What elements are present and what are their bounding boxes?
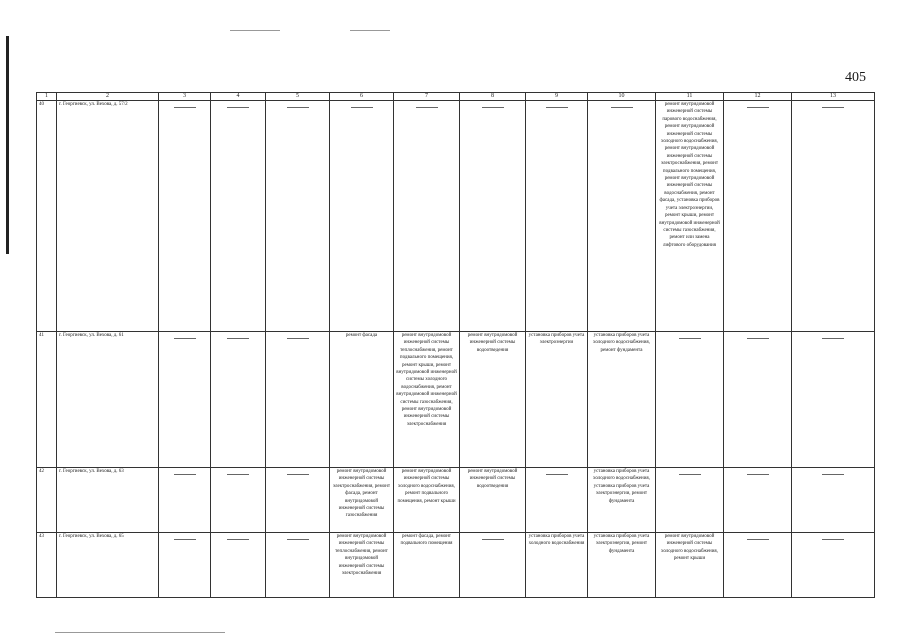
empty-cell bbox=[792, 101, 875, 332]
column-header: 6 bbox=[330, 93, 394, 101]
empty-cell bbox=[211, 332, 266, 468]
table-row bbox=[37, 332, 875, 468]
dash-mark bbox=[822, 338, 844, 339]
empty-cell bbox=[211, 533, 266, 598]
scan-artifact bbox=[55, 632, 225, 633]
empty-cell bbox=[656, 468, 724, 533]
empty-cell bbox=[724, 468, 792, 533]
dash-mark bbox=[351, 107, 373, 108]
work-description-cell: ремонт внутридомовой инженерной системы водоотведения bbox=[460, 468, 526, 533]
row-number: 40 bbox=[37, 101, 57, 332]
page-number: 405 bbox=[845, 70, 866, 85]
column-header: 10 bbox=[588, 93, 656, 101]
empty-cell bbox=[266, 332, 330, 468]
empty-cell bbox=[211, 101, 266, 332]
column-header: 8 bbox=[460, 93, 526, 101]
empty-cell bbox=[394, 101, 460, 332]
dash-mark bbox=[822, 539, 844, 540]
dash-mark bbox=[482, 539, 504, 540]
empty-cell bbox=[792, 533, 875, 598]
work-description-cell: установка приборов учета холодного водоснабжения, ремонт фундамента bbox=[588, 332, 656, 468]
table-row bbox=[37, 101, 875, 332]
column-header: 7 bbox=[394, 93, 460, 101]
address-cell: г. Георгиевск, ул. Вехова, д. 61 bbox=[57, 332, 159, 468]
column-header: 12 bbox=[724, 93, 792, 101]
work-description-cell: ремонт фасада bbox=[330, 332, 394, 468]
dash-mark bbox=[679, 474, 701, 475]
empty-cell bbox=[159, 332, 211, 468]
work-description-cell: ремонт внутридомовой инженерной системы холодного водоснабжения, ремонт подвального помещения, ремонт крыши bbox=[394, 468, 460, 533]
column-header: 2 bbox=[57, 93, 159, 101]
dash-mark bbox=[747, 107, 769, 108]
dash-mark bbox=[227, 539, 249, 540]
row-number: 41 bbox=[37, 332, 57, 468]
empty-cell bbox=[724, 101, 792, 332]
empty-cell bbox=[266, 101, 330, 332]
column-header: 11 bbox=[656, 93, 724, 101]
empty-cell bbox=[526, 468, 588, 533]
scan-edge-mark bbox=[6, 36, 9, 254]
column-header: 5 bbox=[266, 93, 330, 101]
dash-mark bbox=[287, 338, 309, 339]
empty-cell bbox=[211, 468, 266, 533]
row-number: 43 bbox=[37, 533, 57, 598]
dash-mark bbox=[227, 107, 249, 108]
work-description-cell: установка приборов учета электроэнергии, ремонт фундамента bbox=[588, 533, 656, 598]
work-description-cell: установка приборов учета холодного водоснабжения bbox=[526, 533, 588, 598]
dash-mark bbox=[227, 474, 249, 475]
work-description-cell: ремонт внутридомовой инженерной системы теплоснабжения, ремонт подвального помещения, ремонт крыши, ремонт внутридомовой инженерной системы холодного водоснабжения, ремонт внутридомовой инженерной системы газоснабжения, ремонт внутридомовой инженерной системы электроснабжения bbox=[394, 332, 460, 468]
dash-mark bbox=[174, 539, 196, 540]
work-description-cell: установка приборов учета холодного водоснабжения, установка приборов учета электроэнергии, ремонт фундамента bbox=[588, 468, 656, 533]
work-description-cell: ремонт внутридомовой инженерной системы водоотведения bbox=[460, 332, 526, 468]
empty-cell bbox=[724, 332, 792, 468]
dash-mark bbox=[822, 474, 844, 475]
empty-cell bbox=[266, 533, 330, 598]
address-cell: г. Георгиевск, ул. Вехова, д. 57/2 bbox=[57, 101, 159, 332]
works-table bbox=[36, 92, 875, 598]
empty-cell bbox=[159, 468, 211, 533]
column-header: 1 bbox=[37, 93, 57, 101]
empty-cell bbox=[159, 101, 211, 332]
dash-mark bbox=[287, 474, 309, 475]
dash-mark bbox=[287, 107, 309, 108]
empty-cell bbox=[656, 332, 724, 468]
dash-mark bbox=[416, 107, 438, 108]
dash-mark bbox=[747, 338, 769, 339]
dash-mark bbox=[747, 474, 769, 475]
column-header: 9 bbox=[526, 93, 588, 101]
work-description-cell: ремонт внутридомовой инженерной системы электроснабжения, ремонт фасада, ремонт внутридомовой инженерной системы газоснабжения bbox=[330, 468, 394, 533]
dash-mark bbox=[611, 107, 633, 108]
dash-mark bbox=[822, 107, 844, 108]
scan-artifact bbox=[350, 30, 390, 31]
address-cell: г. Георгиевск, ул. Вехова, д. 63 bbox=[57, 468, 159, 533]
table-row bbox=[37, 533, 875, 598]
empty-cell bbox=[724, 533, 792, 598]
empty-cell bbox=[792, 332, 875, 468]
dash-mark bbox=[174, 338, 196, 339]
address-cell: г. Георгиевск, ул. Вехова, д. 65 bbox=[57, 533, 159, 598]
column-header: 3 bbox=[159, 93, 211, 101]
dash-mark bbox=[227, 338, 249, 339]
table-row bbox=[37, 468, 875, 533]
empty-cell bbox=[526, 101, 588, 332]
work-description-cell: ремонт внутридомовой инженерной системы холодного водоснабжения, ремонт крыши bbox=[656, 533, 724, 598]
dash-mark bbox=[546, 474, 568, 475]
dash-mark bbox=[546, 107, 568, 108]
work-description-cell: установка приборов учета электроэнергии bbox=[526, 332, 588, 468]
row-number: 42 bbox=[37, 468, 57, 533]
dash-mark bbox=[679, 338, 701, 339]
column-header: 4 bbox=[211, 93, 266, 101]
work-description-cell: ремонт внутридомовой инженерной системы парового водоснабжения, ремонт внутридомовой инженерной системы холодного водоснабжения, ремонт внутридомовой инженерной системы электроснабжения, ремонт подвального помещения, ремонт внутридомовой инженерной системы водоснабжения, ремонт фасада, установка приборов учета электроэнергии, ремонт крыши, ремонт внутридомовой инженерной системы газоснабжения, ремонт или замена лифтового оборудования bbox=[656, 101, 724, 332]
dash-mark bbox=[174, 474, 196, 475]
dash-mark bbox=[747, 539, 769, 540]
column-header: 13 bbox=[792, 93, 875, 101]
table-header-row bbox=[37, 93, 875, 101]
scan-artifact bbox=[230, 30, 280, 31]
empty-cell bbox=[460, 533, 526, 598]
empty-cell bbox=[330, 101, 394, 332]
dash-mark bbox=[482, 107, 504, 108]
dash-mark bbox=[174, 107, 196, 108]
empty-cell bbox=[266, 468, 330, 533]
dash-mark bbox=[287, 539, 309, 540]
empty-cell bbox=[460, 101, 526, 332]
work-description-cell: ремонт фасада, ремонт подвального помещения bbox=[394, 533, 460, 598]
empty-cell bbox=[159, 533, 211, 598]
empty-cell bbox=[792, 468, 875, 533]
empty-cell bbox=[588, 101, 656, 332]
work-description-cell: ремонт внутридомовой инженерной системы теплоснабжения, ремонт внутридомовой инженерной системы электроснабжения bbox=[330, 533, 394, 598]
